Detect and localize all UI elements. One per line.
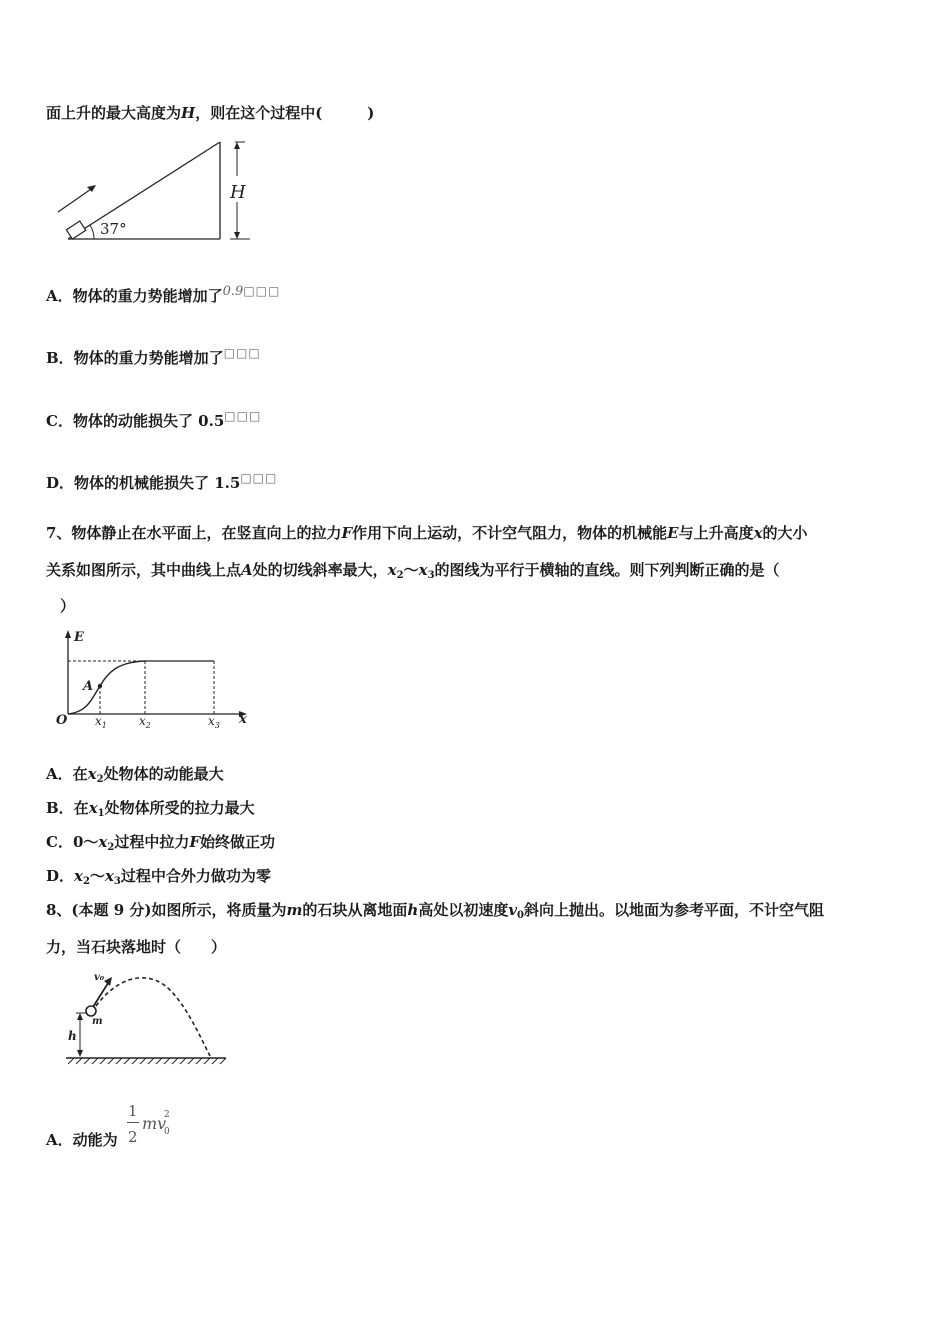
- point-a-label: A: [83, 679, 94, 694]
- trajectory: [96, 978, 210, 1056]
- block-on-incline: [66, 221, 85, 239]
- q6-intro: 面上升的最大高度为H，则在这个过程中( ): [46, 104, 375, 122]
- q7-energy-graph: [52, 628, 258, 730]
- q7-stem-line1: 7、物体静止在水平面上，在竖直向上的拉力F作用下向上运动，不计空气阻力，物体的机械能E与上升高度x的大小: [46, 524, 808, 542]
- axis-label-e: E: [74, 630, 84, 645]
- q6-option-c: C．物体的动能损失了 0.5□□□: [46, 409, 262, 430]
- energy-curve: [68, 661, 145, 714]
- q7-option-c: C．$0\sim x_2$过程中拉力F始终做正功: [46, 833, 275, 853]
- q8-stem-line2: 力，当石块落地时（ ）: [46, 938, 227, 956]
- q6-option-a: A．物体的重力势能增加了0.9□□□: [46, 284, 281, 305]
- tick-x1: $x_1$: [95, 714, 107, 730]
- q8-projectile-figure: [58, 966, 234, 1072]
- q7-stem-line3: ）: [60, 597, 76, 615]
- motion-arrow: [58, 187, 94, 212]
- q6-incline-figure: [50, 136, 260, 246]
- origin-label: O: [56, 713, 68, 728]
- tick-x2: $x_2$: [139, 714, 151, 730]
- height-label: h: [68, 1029, 77, 1043]
- q7-stem-line2: 关系如图所示，其中曲线上点A处的切线斜率最大，$x_2\sim x_3$的图线为平行于横轴的直线。则下列判断正确的是（: [46, 561, 780, 581]
- height-arrow-down: [234, 232, 240, 239]
- point-a: [98, 684, 102, 688]
- angle-label: 37°: [100, 220, 127, 238]
- angle-arc: [90, 225, 94, 239]
- tick-x3: $x_3$: [208, 714, 220, 730]
- fraction-numerator: 1: [128, 1102, 138, 1120]
- q6-option-b: B．物体的重力势能增加了□□□: [46, 346, 261, 367]
- stone: [86, 1006, 96, 1016]
- height-arrow-up: [77, 1013, 83, 1020]
- fraction-denominator: 2: [128, 1128, 138, 1146]
- fraction-bar: [127, 1122, 139, 1123]
- y-axis-arrow: [65, 630, 71, 638]
- axis-label-x: x: [239, 712, 247, 727]
- q8-option-a: A．动能为: [46, 1131, 118, 1149]
- height-arrow-down: [77, 1050, 83, 1057]
- formula-sub: 0: [164, 1127, 170, 1137]
- formula-sup: 2: [164, 1110, 170, 1120]
- velocity-label: v₀: [94, 972, 105, 983]
- height-label: H: [230, 182, 246, 203]
- q8-stem-line1: 8、(本题 9 分)如图所示，将质量为m的石块从离地面h高处以初速度$v_0$斜向上抛出。以地面为参考平面，不计空气阻: [46, 901, 825, 921]
- q7-option-b: B．在$x_1$处物体所受的拉力最大: [46, 799, 255, 819]
- q7-option-a: A．在$x_2$处物体的动能最大: [46, 765, 224, 785]
- ground-hatch: [68, 1058, 226, 1064]
- formula-mv: mv: [142, 1114, 167, 1133]
- q6-option-d: D．物体的机械能损失了 1.5□□□: [46, 471, 278, 492]
- height-arrow-up: [234, 142, 240, 149]
- q7-option-d: D．$x_2\sim x_3$过程中合外力做功为零: [46, 867, 271, 887]
- mass-label: m: [92, 1016, 103, 1027]
